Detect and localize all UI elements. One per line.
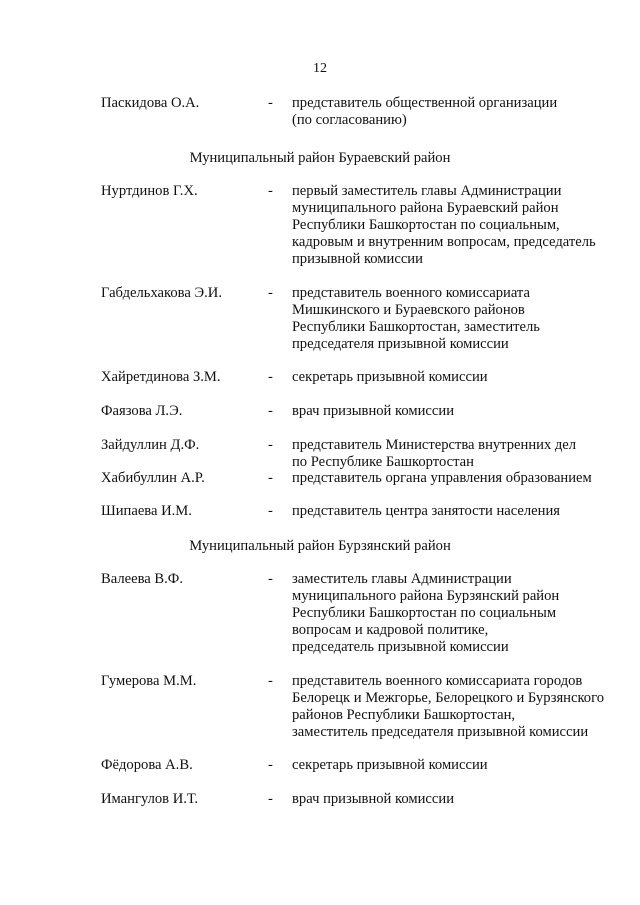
role-line: представитель общественной организации xyxy=(292,95,558,111)
entry-dash: - xyxy=(268,403,273,419)
member-name: Паскидова О.А. xyxy=(101,95,200,111)
role-line: кадровым и внутренним вопросам, председатель xyxy=(292,234,596,250)
member-role xyxy=(292,571,632,656)
role-line: Республики Башкортостан по социальным xyxy=(292,605,557,621)
member-name: Фёдорова А.В. xyxy=(101,757,193,773)
role-line: секретарь призывной комиссии xyxy=(292,757,488,773)
member-name: Габдельхакова Э.И. xyxy=(101,285,222,301)
entry-dash: - xyxy=(268,757,273,773)
entry-dash: - xyxy=(268,791,273,807)
section-heading: Муниципальный район Бураевский район xyxy=(189,150,451,166)
role-line: муниципального района Бураевский район xyxy=(292,200,559,216)
role-line: заместитель главы Администрации xyxy=(292,571,512,587)
entry-dash: - xyxy=(268,571,273,587)
member-role xyxy=(292,369,632,386)
role-line: по Республике Башкортостан xyxy=(292,454,474,470)
role-line: призывной комиссии xyxy=(292,251,423,267)
member-role xyxy=(292,503,632,520)
entry-dash: - xyxy=(268,95,273,111)
member-role xyxy=(292,470,632,487)
role-line: муниципального района Бурзянский район xyxy=(292,588,560,604)
role-line: заместитель председателя призывной комиссии xyxy=(292,724,589,740)
member-name: Гумерова М.М. xyxy=(101,673,197,689)
page-number: 12 xyxy=(313,61,327,76)
member-role xyxy=(292,673,632,741)
member-name: Имангулов И.Т. xyxy=(101,791,199,807)
member-name: Хайретдинова З.М. xyxy=(101,369,221,385)
member-name: Фаязова Л.Э. xyxy=(101,403,183,419)
role-line: (по согласованию) xyxy=(292,112,407,128)
member-role xyxy=(292,95,632,129)
member-name: Валеева В.Ф. xyxy=(101,571,183,587)
member-role xyxy=(292,183,632,268)
role-line: представитель органа управления образованием xyxy=(292,470,592,486)
section-heading: Муниципальный район Бурзянский район xyxy=(189,538,451,554)
role-line: Мишкинского и Бураевского районов xyxy=(292,302,525,318)
member-role xyxy=(292,757,632,774)
entry-dash: - xyxy=(268,470,273,486)
role-line: Республики Башкортостан, заместитель xyxy=(292,319,540,335)
member-name: Зайдуллин Д.Ф. xyxy=(101,437,200,453)
member-role xyxy=(292,791,632,808)
member-role xyxy=(292,437,632,471)
role-line: врач призывной комиссии xyxy=(292,403,454,419)
member-role xyxy=(292,403,632,420)
role-line: вопросам и кадровой политике, xyxy=(292,622,489,638)
entry-dash: - xyxy=(268,369,273,385)
entry-dash: - xyxy=(268,673,273,689)
member-name: Шипаева И.М. xyxy=(101,503,192,519)
role-line: Белорецк и Межгорье, Белорецкого и Бурзянского xyxy=(292,690,605,706)
role-line: представитель Министерства внутренних дел xyxy=(292,437,577,453)
role-line: районов Республики Башкортостан, xyxy=(292,707,516,723)
entry-dash: - xyxy=(268,183,273,199)
entry-dash: - xyxy=(268,285,273,301)
role-line: врач призывной комиссии xyxy=(292,791,454,807)
role-line: представитель военного комиссариата xyxy=(292,285,530,301)
role-line: представитель военного комиссариата городов xyxy=(292,673,583,689)
role-line: представитель центра занятости населения xyxy=(292,503,560,519)
role-line: председателя призывной комиссии xyxy=(292,336,509,352)
role-line: председатель призывной комиссии xyxy=(292,639,509,655)
role-line: Республики Башкортостан по социальным, xyxy=(292,217,560,233)
entry-dash: - xyxy=(268,437,273,453)
member-name: Нуртдинов Г.Х. xyxy=(101,183,198,199)
entry-dash: - xyxy=(268,503,273,519)
role-line: секретарь призывной комиссии xyxy=(292,369,488,385)
member-name: Хабибуллин А.Р. xyxy=(101,470,205,486)
member-role xyxy=(292,285,632,353)
role-line: первый заместитель главы Администрации xyxy=(292,183,562,199)
